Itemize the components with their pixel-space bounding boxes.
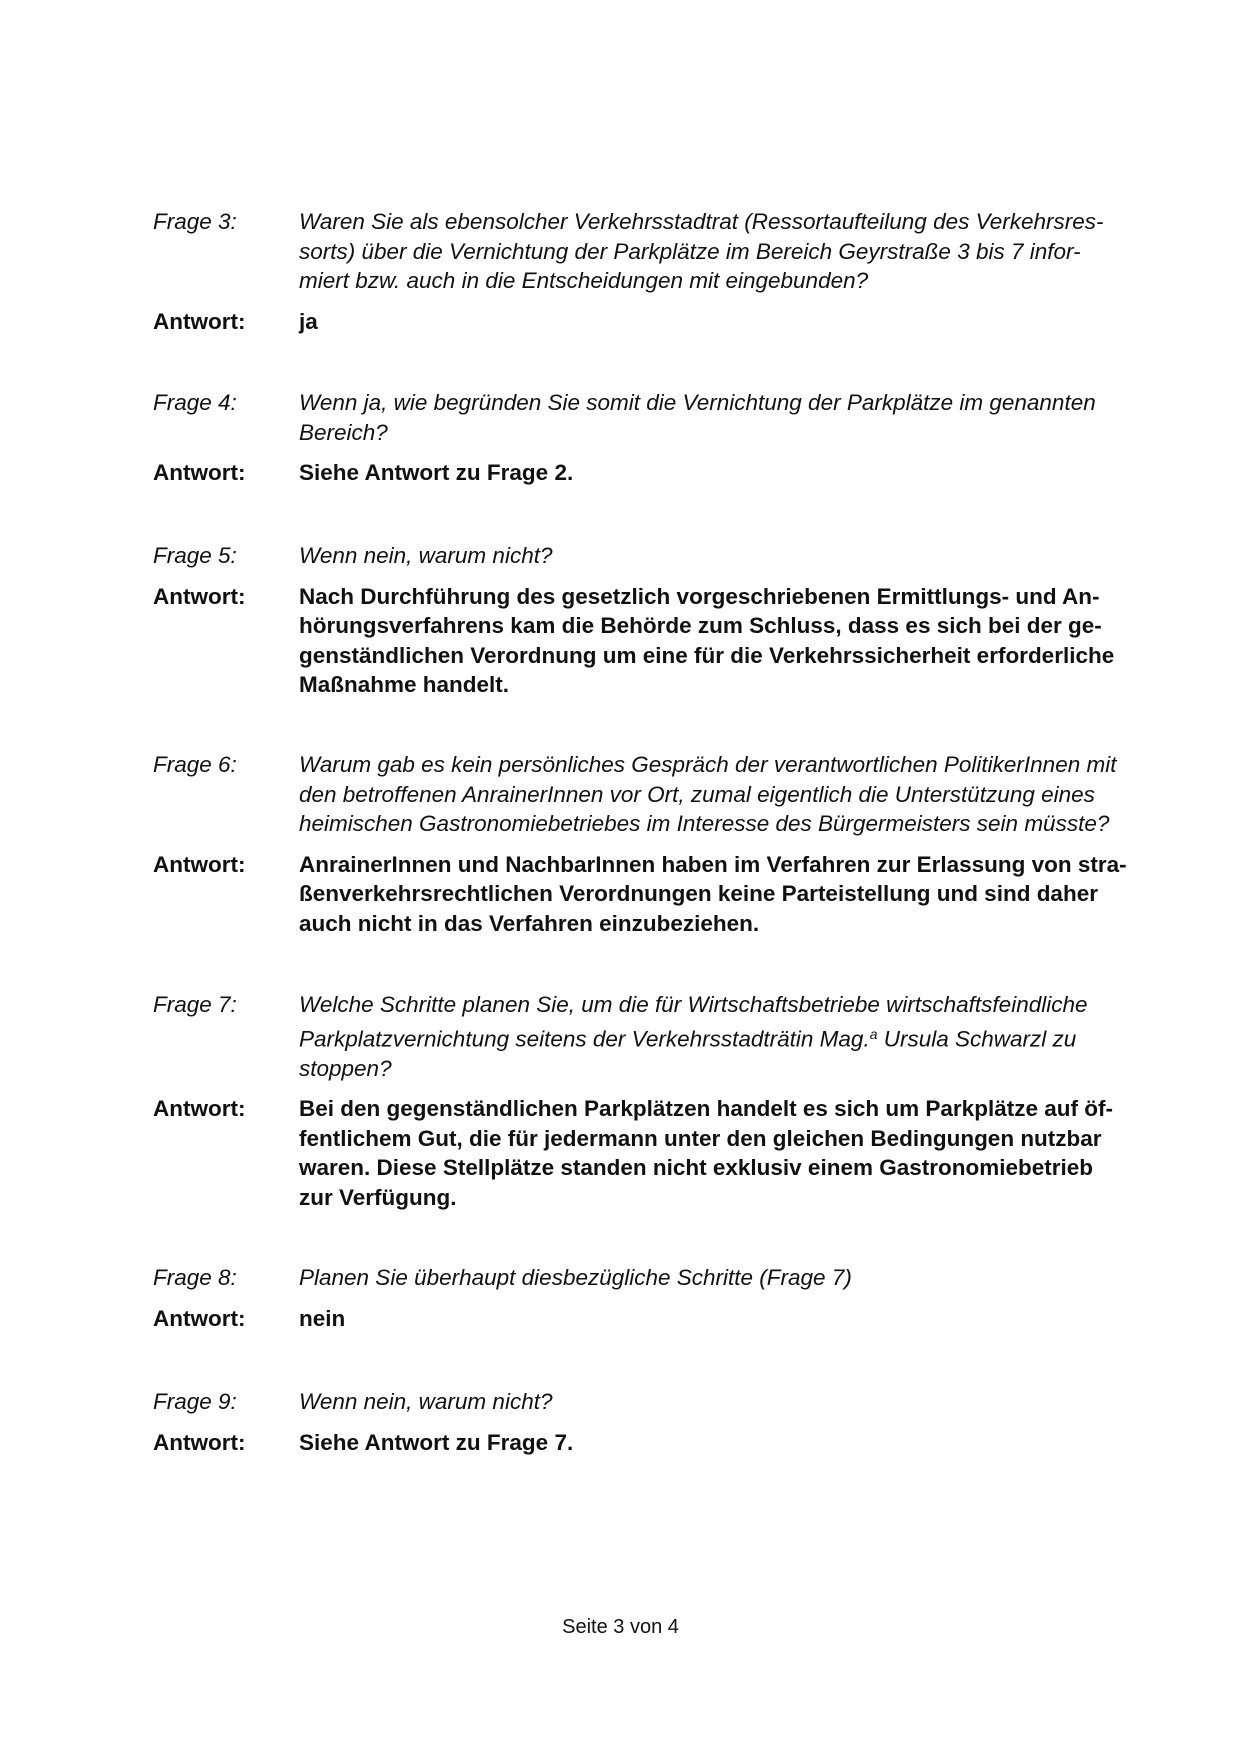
question-line: miert bzw. auch in die Entscheidungen mit eingebunden?	[299, 268, 869, 293]
answer-line: waren. Diese Stellplätze standen nicht exklusiv einem Gastronomiebetrieb	[299, 1155, 1094, 1181]
question-label: Frage 3:	[153, 209, 237, 234]
question-label: Frage 6:	[153, 752, 237, 777]
question-text	[299, 1263, 1133, 1293]
answer-line: Siehe Antwort zu Frage 7.	[299, 1429, 574, 1455]
answer-row	[153, 1428, 1133, 1458]
question-block-4	[153, 388, 1133, 488]
question-text	[299, 990, 1133, 1083]
answer-line: ja	[299, 308, 318, 334]
question-block-7	[153, 990, 1133, 1212]
question-text	[299, 207, 1133, 296]
answer-label: Antwort:	[153, 308, 246, 334]
answer-row	[153, 307, 1133, 337]
question-text	[299, 1387, 1133, 1417]
question-line: Warum gab es kein persönliches Gespräch der verantwortlichen PolitikerInnen mit	[299, 752, 1117, 777]
answer-row	[153, 850, 1133, 939]
question-block-6	[153, 750, 1133, 938]
answer-text	[299, 1094, 1133, 1212]
question-row	[153, 207, 1133, 296]
question-line: Waren Sie als ebensolcher Verkehrsstadtrat (Ressortaufteilung des Verkehrsres-	[299, 209, 1104, 234]
question-line: Bereich?	[299, 419, 388, 445]
answer-text	[299, 850, 1133, 939]
answer-label: Antwort:	[153, 460, 246, 485]
answer-line: Nach Durchführung des gesetzlich vorgeschriebenen Ermittlungs- und An-	[299, 583, 1100, 609]
question-block-8	[153, 1263, 1133, 1333]
question-label: Frage 9:	[153, 1389, 237, 1414]
question-block-3	[153, 207, 1133, 336]
question-label: Frage 5:	[153, 543, 237, 568]
question-row	[153, 1387, 1133, 1417]
question-line-part: Parkplatzvernichtung seitens der Verkehrsstadträtin Mag.	[299, 1026, 870, 1052]
question-label: Frage 7:	[153, 992, 237, 1017]
answer-label: Antwort:	[153, 1429, 246, 1455]
answer-line: genständlichen Verordnung um eine für die Verkehrssicherheit erforderliche	[299, 642, 1115, 668]
question-line: Welche Schritte planen Sie, um die für Wirtschaftsbetriebe wirtschaftsfeindliche	[299, 992, 1088, 1017]
answer-text	[299, 458, 1133, 488]
question-label: Frage 4:	[153, 390, 237, 415]
answer-label: Antwort:	[153, 851, 246, 877]
question-line-part: Ursula Schwarzl zu	[877, 1026, 1077, 1052]
answer-text	[299, 1428, 1133, 1458]
answer-line: ßenverkehrsrechtlichen Verordnungen keine Parteistellung und sind daher	[299, 881, 1098, 906]
question-row	[153, 750, 1133, 839]
answer-line: hörungsverfahrens kam die Behörde zum Schluss, dass es sich bei der ge-	[299, 613, 1102, 638]
question-row	[153, 388, 1133, 447]
question-line: Wenn nein, warum nicht?	[299, 1389, 553, 1414]
question-text	[299, 388, 1133, 447]
answer-row	[153, 1304, 1133, 1334]
question-line: den betroffenen AnrainerInnen vor Ort, zumal eigentlich die Unterstützung eines	[299, 781, 1095, 807]
question-line: heimischen Gastronomiebetriebes im Interesse des Bürgermeisters sein müsste?	[299, 811, 1110, 836]
page-number: Seite 3 von 4	[562, 1616, 679, 1638]
question-line: Wenn ja, wie begründen Sie somit die Vernichtung der Parkplätze im genannten	[299, 390, 1096, 415]
answer-label: Antwort:	[153, 583, 246, 609]
question-line: Planen Sie überhaupt diesbezügliche Schritte (Frage 7)	[299, 1265, 852, 1290]
question-text	[299, 750, 1133, 839]
answer-label: Antwort:	[153, 1305, 246, 1331]
question-text	[299, 541, 1133, 571]
question-block-5	[153, 541, 1133, 700]
question-line: sorts) über die Vernichtung der Parkplätze im Bereich Geyrstraße 3 bis 7 infor-	[299, 238, 1081, 264]
answer-text	[299, 307, 1133, 337]
superscript: a	[869, 1025, 878, 1042]
answer-row	[153, 1094, 1133, 1212]
question-row	[153, 541, 1133, 571]
answer-line: Siehe Antwort zu Frage 2.	[299, 460, 574, 485]
question-line: stoppen?	[299, 1055, 392, 1081]
answer-row	[153, 458, 1133, 488]
answer-label: Antwort:	[153, 1096, 246, 1122]
answer-text	[299, 1304, 1133, 1334]
question-row	[153, 990, 1133, 1083]
answer-line: zur Verfügung.	[299, 1184, 457, 1210]
question-block-9	[153, 1387, 1133, 1457]
answer-line: Maßnahme handelt.	[299, 672, 510, 697]
answer-line: auch nicht in das Verfahren einzubeziehen.	[299, 910, 760, 936]
answer-line: nein	[299, 1305, 346, 1331]
question-line	[299, 1020, 1133, 1054]
answer-line: AnrainerInnen und NachbarInnen haben im Verfahren zur Erlassung von stra-	[299, 851, 1127, 877]
question-label: Frage 8:	[153, 1265, 237, 1290]
answer-line: Bei den gegenständlichen Parkplätzen handelt es sich um Parkplätze auf öf-	[299, 1096, 1113, 1122]
answer-row	[153, 582, 1133, 700]
answer-line: fentlichem Gut, die für jedermann unter den gleichen Bedingungen nutzbar	[299, 1125, 1102, 1151]
answer-text	[299, 582, 1133, 700]
question-row	[153, 1263, 1133, 1293]
question-line: Wenn nein, warum nicht?	[299, 543, 553, 568]
